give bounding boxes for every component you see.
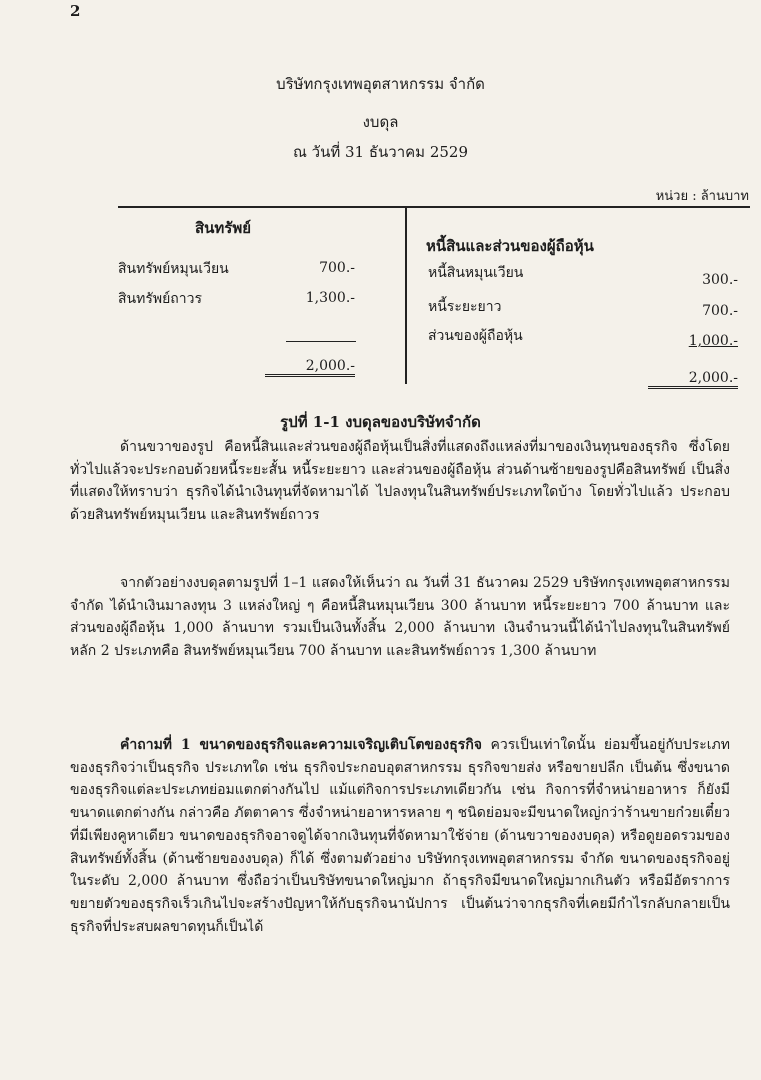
- assets-heading: สินทรัพย์: [195, 219, 252, 237]
- liability-label: ส่วนของผู้ถือหุ้น: [428, 328, 523, 344]
- liabilities-heading: หนี้สินและส่วนของผู้ถือหุ้น: [426, 237, 594, 255]
- asset-amount: 1,300.-: [305, 290, 355, 306]
- date-line: ณ วันที่ 31 ธันวาคม 2529: [293, 143, 468, 161]
- asset-amount: 700.-: [319, 260, 355, 276]
- paragraph: จากตัวอย่างงบดุลตามรูปที่ 1–1 แสดงให้เห็นว่า ณ วันที่ 31 ธันวาคม 2529 บริษัทกรุงเทพอุตสาหกรรม จำกัด ได้นำเงินมาลงทุน 3 แหล่งใหญ่ ๆ คือหนี้สินหมุนเวียน 300 ล้านบาท หนี้ระยะยาว 700 ล้านบาท และส่วนของผู้ถือหุ้น 1,000 ล้านบาท รวมเป็นเงินทั้งสิ้น 2,000 ล้านบาท เงินจำนวนนี้ได้นำไปลงทุนในสินทรัพย์หลัก 2 ประเภทคือ สินทรัพย์หมุนเวียน 700 ล้านบาท และสินทรัพย์ถาวร 1,300 ล้านบาท: [70, 575, 730, 660]
- doc-title: งบดุล: [362, 113, 399, 131]
- liability-amount: 300.-: [702, 272, 738, 288]
- asset-sum-line: [286, 341, 356, 342]
- question-title: คำถามที่ 1 ขนาดของธุรกิจและความเจริญเติบโตของธุรกิจ: [120, 737, 482, 753]
- company-name: บริษัทกรุงเทพอุตสาหกรรม จำกัด: [276, 75, 485, 93]
- asset-label: สินทรัพย์หมุนเวียน: [118, 261, 229, 277]
- liability-label: หนี้สินหมุนเวียน: [428, 265, 524, 281]
- unit-label: หน่วย : ล้านบาท: [655, 189, 749, 204]
- liabilities-total: 2,000.-: [648, 370, 738, 389]
- table-top-rule: [118, 206, 750, 208]
- assets-total: 2,000.-: [265, 358, 355, 377]
- figure-caption: รูปที่ 1-1 งบดุลของบริษัทจำกัด: [280, 413, 481, 431]
- liability-amount: 700.-: [702, 303, 738, 319]
- question-paragraph: [70, 734, 730, 938]
- paragraph: ด้านขวาของรูป คือหนี้สินและส่วนของผู้ถือหุ้นเป็นสิ่งที่แสดงถึงแหล่งที่มาของเงินทุนของธุรกิจ ซึ่งโดยทั่วไปแล้วจะประกอบด้วยหนี้ระยะสั้น หนี้ระยะยาว และส่วนของผู้ถือหุ้น ส่วนด้านซ้ายของรูปคือสินทรัพย์ เป็นสิ่งที่แสดงให้ทราบว่า ธุรกิจได้นำเงินทุนที่จัดหามาได้ ไปลงทุนในสินทรัพย์ประเภทใดบ้าง โดยทั่วไปแล้ว ประกอบด้วยสินทรัพย์หมุนเวียน และสินทรัพย์ถาวร: [70, 439, 730, 524]
- asset-label: สินทรัพย์ถาวร: [118, 291, 203, 307]
- liability-label: หนี้ระยะยาว: [428, 299, 502, 315]
- question-body: ควรเป็นเท่าใดนั้น ย่อมขึ้นอยู่กับประเภทของธุรกิจว่าเป็นธุรกิจ ประเภทใด เช่น ธุรกิจประกอบอุตสาหกรรม ธุรกิจขายส่ง หรือขายปลีก เป็นต้น ซึ่งขนาดของธุรกิจแต่ละประเภทย่อมแตกต่างกันไป แม้แต่กิจการประเภทเดียวกัน เช่น กิจการที่จำหน่ายอาหาร ก็ยังมีขนาดแตกต่างกัน กล่าวคือ ภัตตาคาร ซึ่งจำหน่ายอาหารหลาย ๆ ชนิดย่อมจะมีขนาดใหญ่กว่าร้านขายก๋วยเตี๋ยวที่มีเพียงคูหาเดียว ขนาดของธุรกิจอาจดูได้จากเงินทุนที่จัดหามาใช้จ่าย (ด้านขวาของงบดุล) หรือดูยอดรวมของสินทรัพย์ทั้งสิ้น (ด้านซ้ายของงบดุล) ก็ได้ ซึ่งตามตัวอย่าง บริษัทกรุงเทพอุตสาหกรรม จำกัด ขนาดของธุรกิจอยู่ในระดับ 2,000 ล้านบาท ซึ่งถือว่าเป็นบริษัทขนาดใหญ่มาก ถ้าธุรกิจมีขนาดใหญ่มากเกินตัว หรือมีอัตราการขยายตัวของธุรกิจเร็วเกินไปจะสร้างปัญหาให้กับธุรกิจนานัปการ เป็นต้นว่าจากธุรกิจที่เคยมีกำไรกลับกลายเป็นธุรกิจที่ประสบผลขาดทุนก็เป็นได้: [70, 737, 730, 935]
- liability-amount: 1,000.-: [688, 333, 738, 349]
- table-divider: [405, 208, 407, 384]
- page-number: 2: [70, 2, 81, 20]
